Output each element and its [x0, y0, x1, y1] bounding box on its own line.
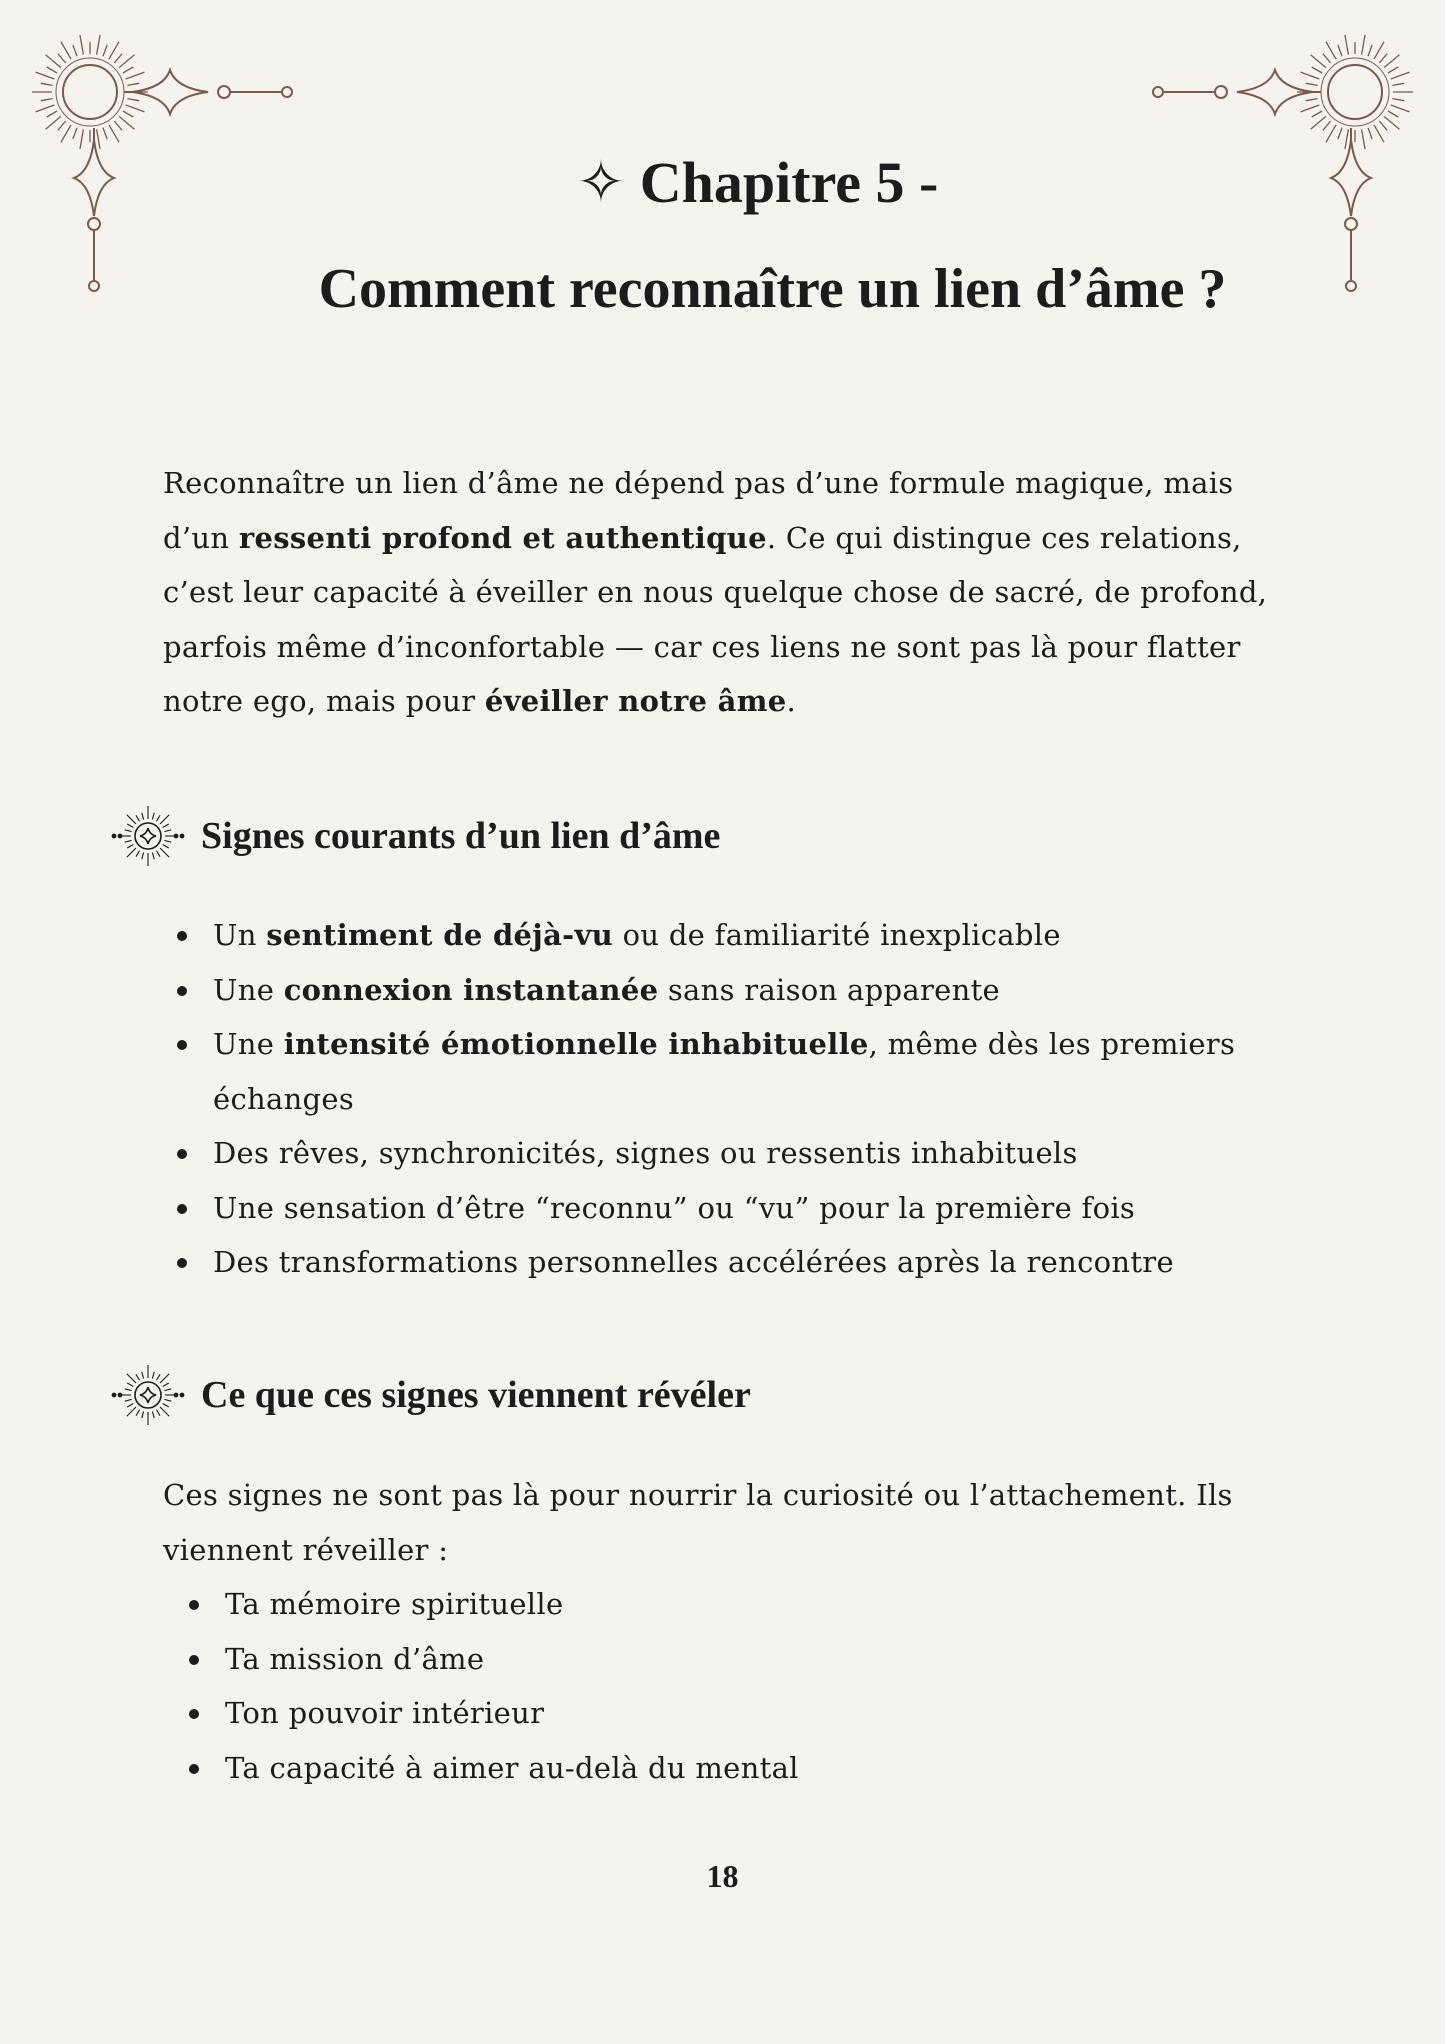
sun-sparkle-icon — [108, 1355, 188, 1435]
list-item: Un sentiment de déjà-vu ou de familiarité inexplicable — [163, 908, 1313, 963]
list-item: Une sensation d’être “reconnu” ou “vu” pour la première fois — [163, 1181, 1313, 1236]
signs-list — [163, 908, 1313, 1290]
section-heading-signes — [108, 796, 720, 876]
reveal-paragraph: Ces signes ne sont pas là pour nourrir la curiosité ou l’attachement. Ils viennent réveiller : — [163, 1478, 1233, 1567]
section-title: Ce que ces signes viennent révéler — [201, 1374, 751, 1416]
reveal-list — [175, 1577, 1325, 1795]
list-item: Ta mémoire spirituelle — [175, 1577, 1325, 1632]
list-item: Une connexion instantanée sans raison apparente — [163, 963, 1313, 1018]
sparkle-icon: ✧ — [576, 150, 626, 215]
intro-emphasis-1: ressenti profond et authentique — [238, 520, 767, 555]
sun-sparkle-icon — [108, 796, 188, 876]
list-item: Ton pouvoir intérieur — [175, 1686, 1325, 1741]
list-item: Des rêves, synchronicités, signes ou ressentis inhabituels — [163, 1126, 1313, 1181]
intro-emphasis-2: éveiller notre âme — [484, 684, 787, 718]
list-item: Des transformations personnelles accélérées après la rencontre — [163, 1235, 1313, 1290]
chapter-subtitle: Comment reconnaître un lien d’âme ? — [318, 258, 1227, 320]
section-title: Signes courants d’un lien d’âme — [201, 815, 721, 857]
intro-paragraph: Reconnaître un lien d’âme ne dépend pas d’une formule magique, mais d’un ressenti profond et authentique. Ce qui distingue ces relations, c’est leur capacité à éveiller en nous quelque chose de sacré, de profond, parfois même d’inconfortable — car ces liens ne sont pas là pour flatter notre ego, mais pour éveiller notre âme. — [163, 466, 1268, 718]
list-item: Ta capacité à aimer au-delà du mental — [175, 1741, 1325, 1796]
list-item: Ta mission d’âme — [175, 1632, 1325, 1687]
section-heading-reveler — [108, 1355, 751, 1435]
chapter-number: Chapitre 5 - — [639, 150, 939, 215]
list-item: Une intensité émotionnelle inhabituelle, même dès les premiers échanges — [163, 1017, 1273, 1126]
chapter-title — [35, 148, 1445, 218]
page-number: 18 — [706, 1858, 739, 1894]
